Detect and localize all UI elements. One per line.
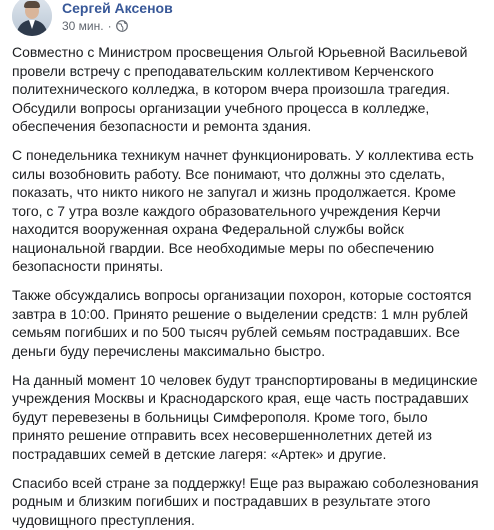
avatar[interactable] (12, 0, 52, 36)
post-body (12, 43, 482, 530)
post-header (12, 0, 173, 36)
post-paragraph-1: Совместно с Министром просвещения Ольгой Юрьевной Васильевой провели встречу с преподавательским коллективом Керченского политехнического колледжа, в котором вчера произошла трагедия. Обсудили вопросы организации учебного процесса в колледже, обеспечения безопасности и ремонта здания. (12, 44, 468, 134)
meta-separator: · (107, 19, 112, 33)
author-name-link[interactable]: Сергей Аксенов (62, 0, 173, 16)
header-text (62, 0, 173, 33)
post-paragraph-2: С понедельника техникум начнет функционировать. У коллектива есть силы возобновить работу. Все понимают, что должны это сделать, показать, что никто никого не запугал и жизнь продолжается. Кроме того, с 7 утра возле каждого образовательного учреждения Керчи находится вооруженная охрана Федеральной службы войск национальной гвардии. Все необходимые меры по обеспечению безопасности приняты. (12, 147, 474, 274)
globe-icon[interactable] (116, 20, 128, 32)
post-paragraph-5: Спасибо всей стране за поддержку! Еще раз выражаю соболезнования родным и близким погибших и пострадавших в результате этого чудовищного преступления. (12, 474, 479, 528)
post-paragraph-3: Также обсуждались вопросы организации похорон, которые состоятся завтра в 10:00. Принято решение о выделении средств: 1 млн рублей семьям погибших и по 500 тысяч рублей семьям пострадавших. Все деньги буду перечислены максимально быстро. (12, 287, 472, 359)
post-meta (62, 19, 173, 33)
post-paragraph-4: На данный момент 10 человек будут транспортированы в медицинские учреждения Москвы и Краснодарского края, еще часть пострадавших будут перевезены в больницы Симферополя. Кроме того, было принято решение отправить всех несовершеннолетних детей из пострадавших семей в детские лагеря: «Артек» и другие. (12, 371, 478, 462)
avatar-hair (24, 1, 40, 8)
post-timestamp[interactable]: 30 мин. (62, 19, 104, 33)
